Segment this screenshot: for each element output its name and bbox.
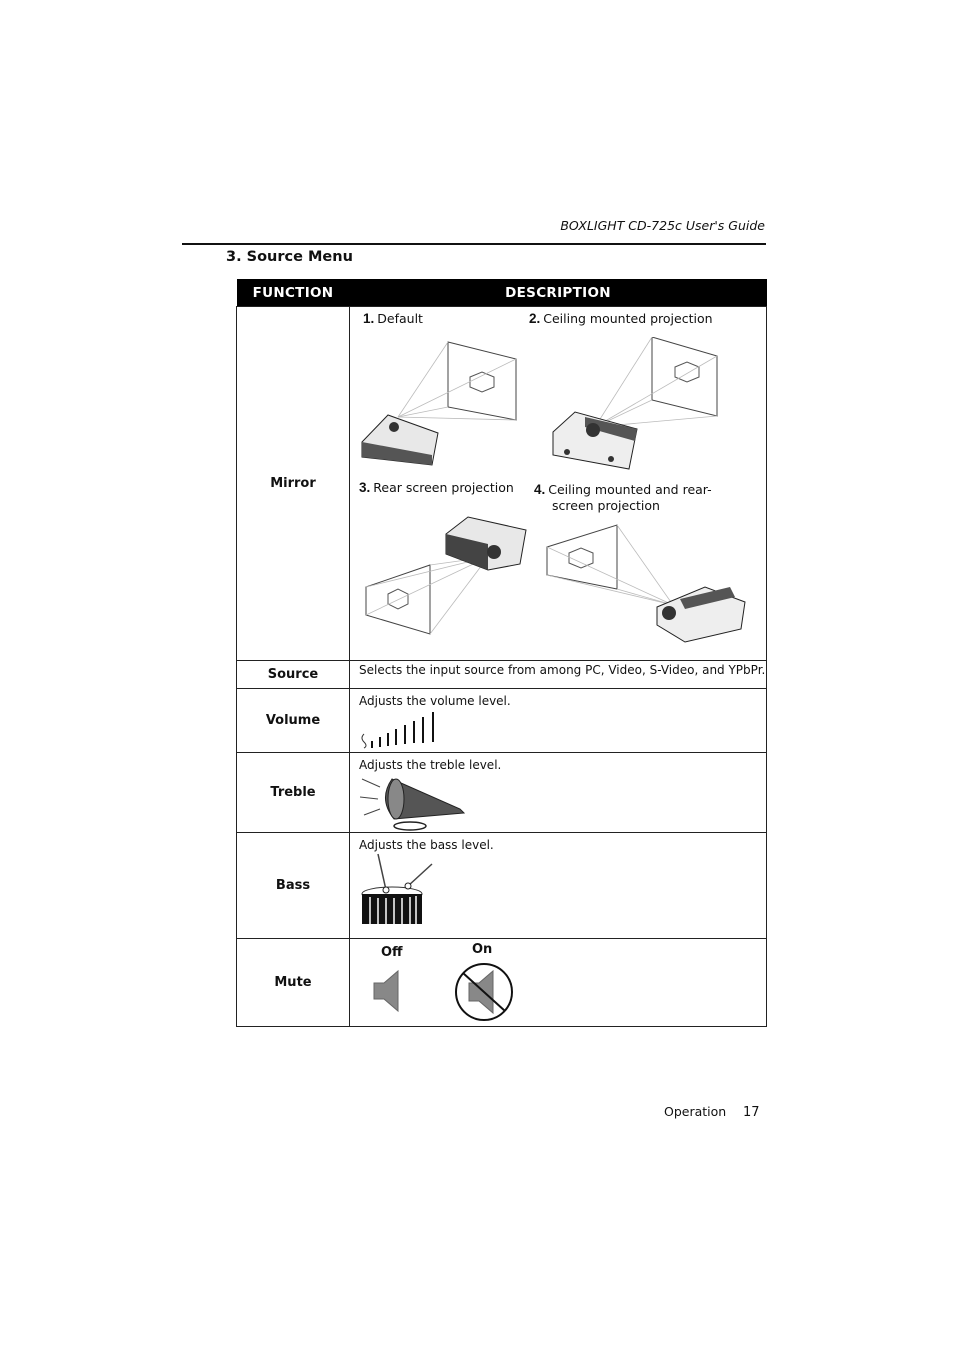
description-treble	[350, 753, 767, 833]
function-treble: Treble	[237, 753, 350, 833]
mute-on-label: On	[472, 942, 493, 957]
table-row-volume	[237, 689, 767, 753]
speaker-icon	[372, 969, 402, 1014]
projector-default-icon	[358, 337, 528, 477]
table-row-source	[237, 661, 767, 689]
function-mute: Mute	[237, 939, 350, 1027]
column-header-description: DESCRIPTION	[350, 279, 767, 307]
description-source	[350, 661, 767, 689]
projector-ceiling-icon	[545, 337, 760, 477]
header-rule	[182, 243, 766, 245]
horn-icon	[360, 773, 470, 831]
table-header	[237, 279, 767, 307]
column-header-function: FUNCTION	[237, 279, 350, 307]
treble-description: Adjusts the treble level.	[359, 758, 502, 772]
function-mirror: Mirror	[237, 307, 350, 661]
table-row-mirror	[237, 307, 767, 661]
speaker-muted-icon	[453, 963, 515, 1021]
mirror-option-ceiling: 2. Ceiling mounted projection	[529, 311, 713, 326]
table-row-bass	[237, 833, 767, 939]
drum-icon	[360, 852, 450, 930]
source-menu-table	[236, 279, 767, 1027]
mirror-option-rear: 3. Rear screen projection	[359, 480, 514, 495]
description-mirror	[350, 307, 767, 661]
description-mute	[350, 939, 767, 1027]
volume-bars-icon	[360, 708, 450, 750]
projector-rear-icon	[358, 512, 538, 647]
bass-description: Adjusts the bass level.	[359, 838, 494, 852]
page-number: 17	[743, 1105, 760, 1120]
table-row-mute	[237, 939, 767, 1027]
footer-section: Operation	[664, 1104, 727, 1119]
description-volume	[350, 689, 767, 753]
mirror-option-ceiling-rear: 4. Ceiling mounted and rear- screen projection	[534, 482, 712, 513]
source-description: Selects the input source from among PC, Video, S-Video, and YPbPr.	[359, 663, 766, 677]
function-source: Source	[237, 661, 350, 689]
description-bass	[350, 833, 767, 939]
mute-off-label: Off	[381, 945, 403, 960]
function-volume: Volume	[237, 689, 350, 753]
function-bass: Bass	[237, 833, 350, 939]
section-title: 3. Source Menu	[226, 249, 353, 265]
mirror-option-default: 1. Default	[363, 311, 423, 326]
projector-ceiling-rear-icon	[545, 517, 755, 657]
volume-description: Adjusts the volume level.	[359, 694, 511, 708]
table-row-treble	[237, 753, 767, 833]
guide-title: BOXLIGHT CD-725c User's Guide	[560, 218, 765, 233]
